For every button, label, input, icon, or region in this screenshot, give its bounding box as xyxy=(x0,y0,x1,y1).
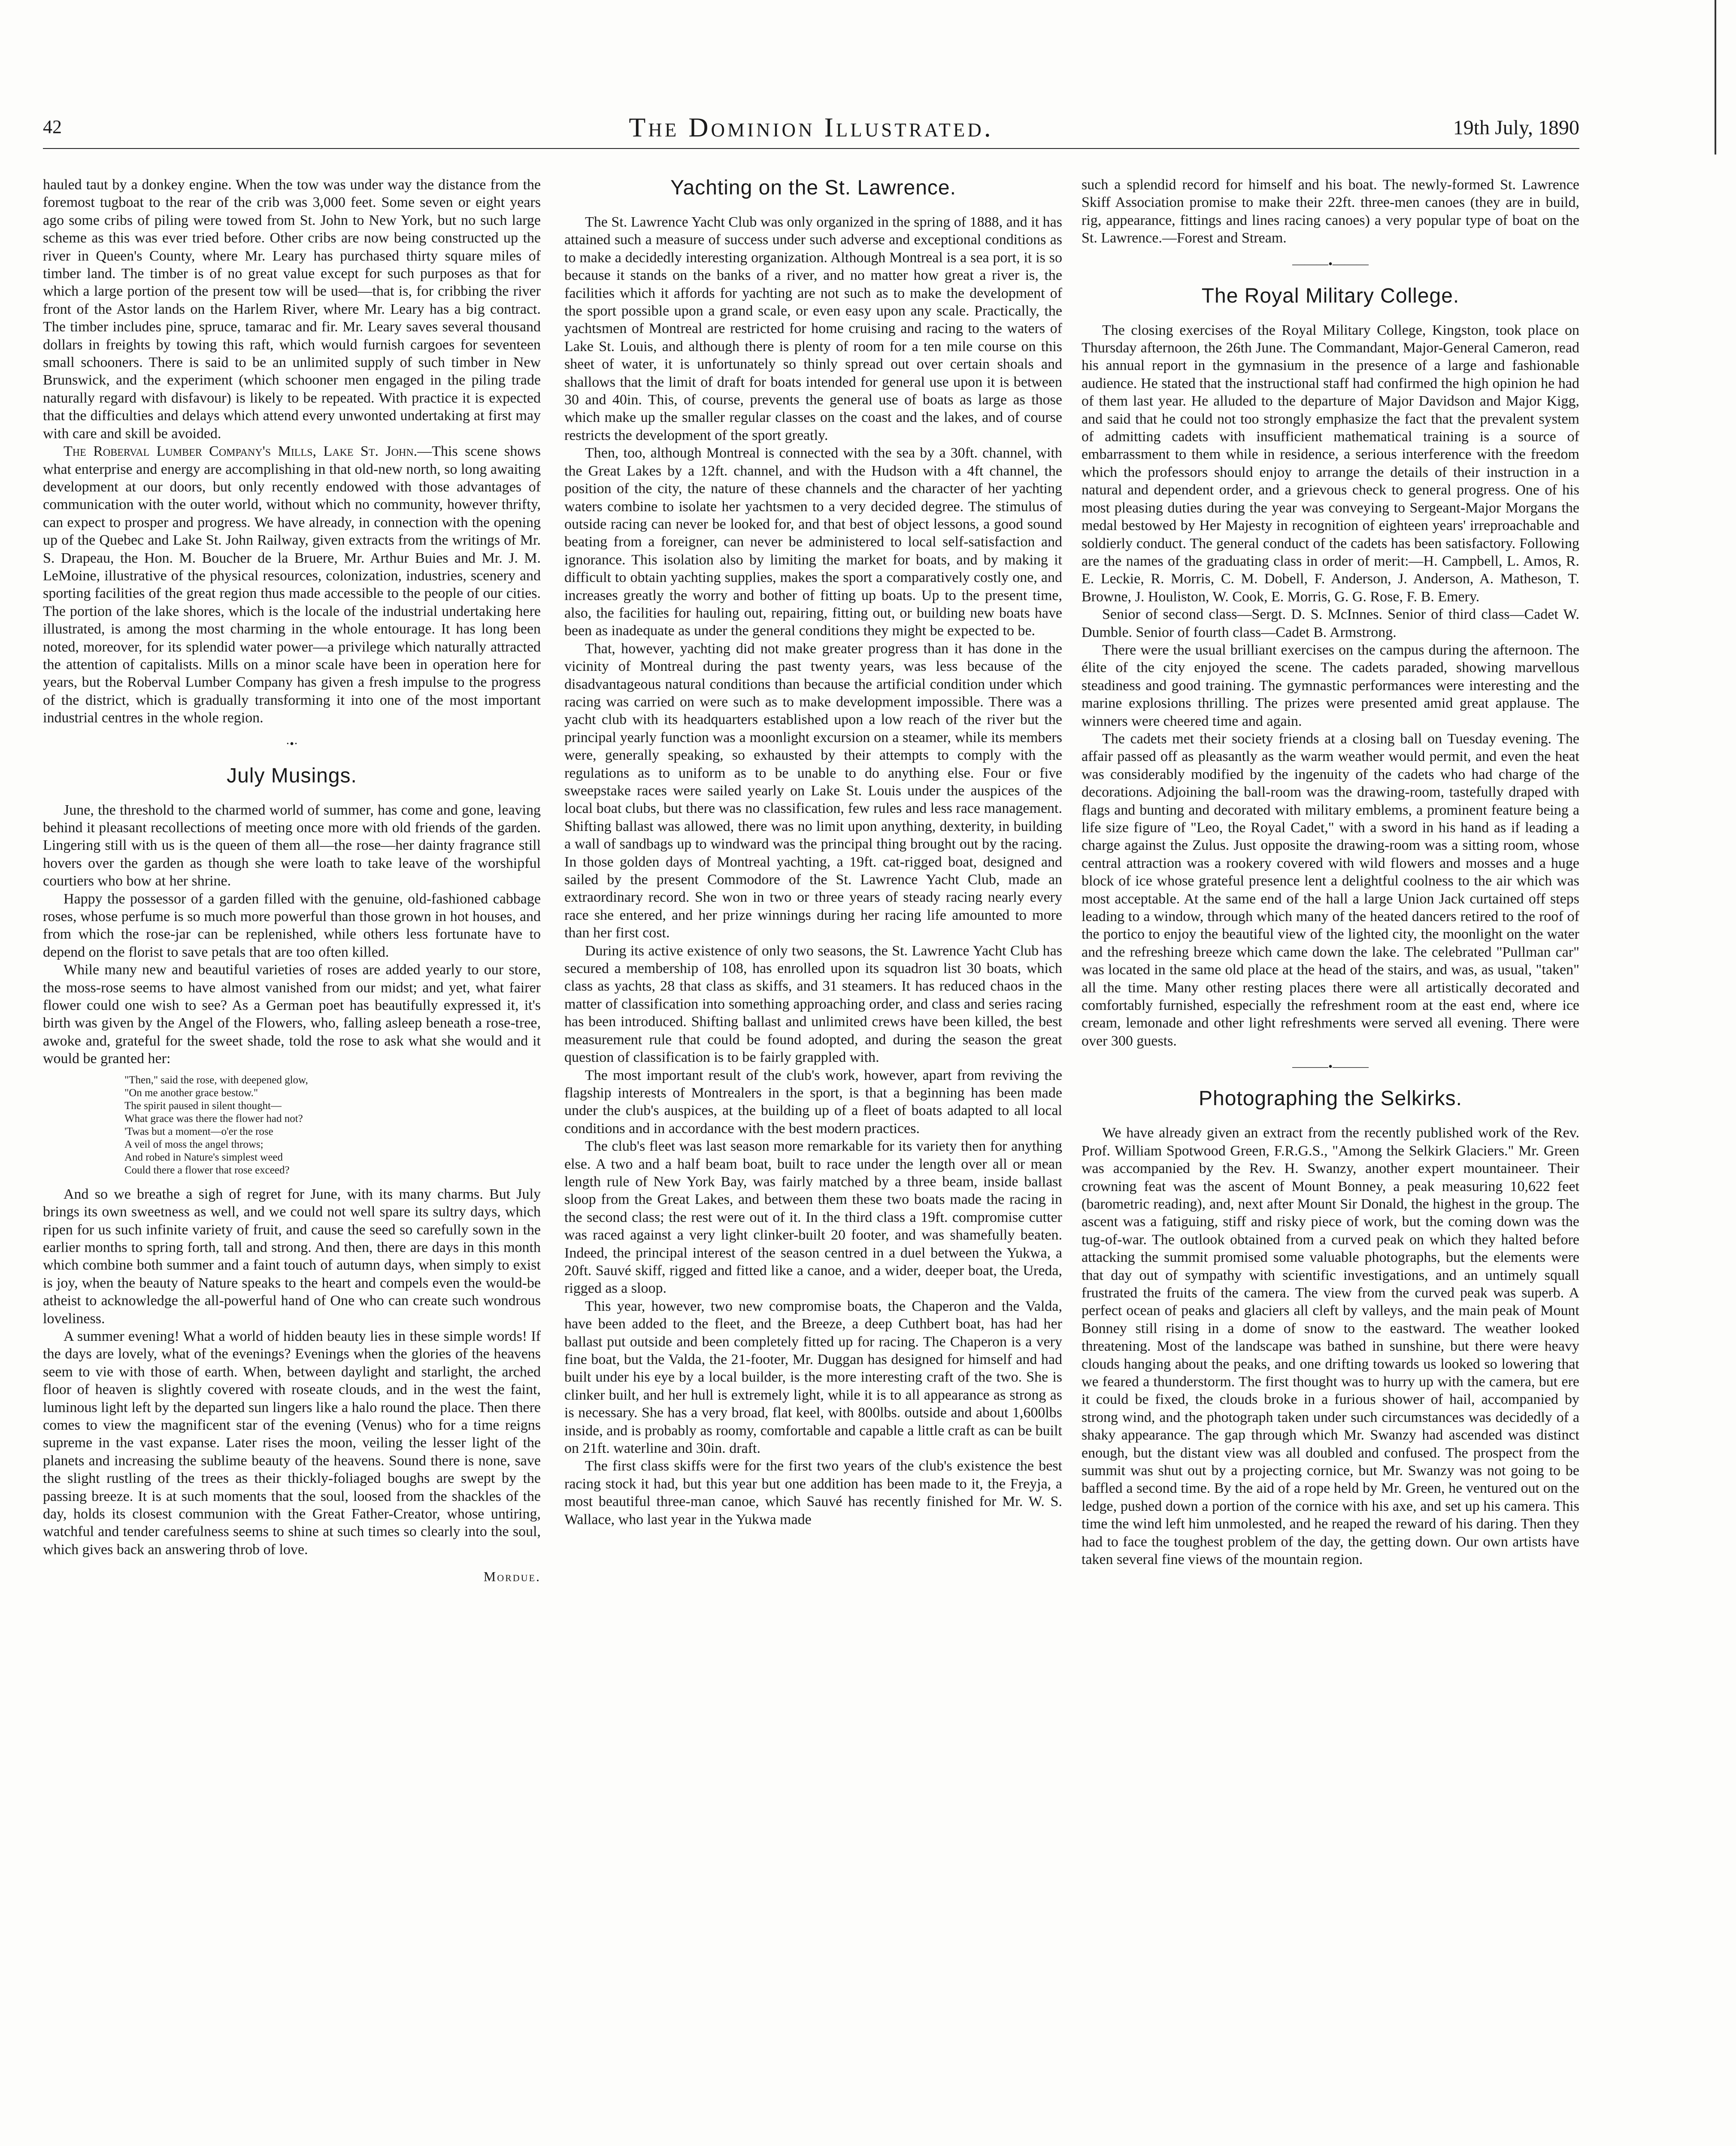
paragraph: June, the threshold to the charmed world of summer, has come and gone, leaving behind it pleasant recollections of meeting once more with old friends of the garden. Lingering still with us is the queen of them all—the rose—her dainty fragrance still hovers over the garden as though she were loath to take leave of the worshipful courtiers who bow at her shrine. xyxy=(43,802,541,889)
section-title-yachting: Yachting on the St. Lawrence. xyxy=(670,176,956,199)
author-signature: Mordue. xyxy=(483,1569,541,1585)
paragraph: A summer evening! What a world of hidden beauty lies in these simple words! If the days are lovely, what of the evenings? Evenings when the glories of the heavens seem to vie with those of earth. When, between daylight and starlight, the arched floor of heaven is slightly covered with roseate clouds, and in the west the faint, luminous light left by the departed sun lingers like a halo round the place. Then there comes to view the magnificent star of the evening (Venus) who for a time reigns supreme in the vast expanse. Later rises the moon, veiling the lesser light of the planets and increasing the sublime beauty of the heavens. Sound there is none, save the slight rustling of the trees as their thickly-foliaged boughs are swept by the passing breeze. It is at such moments that the soul, loosed from the shackles of the day, holds its closest communion with the Great Father-Creator, whose untiring, watchful and tender carefulness seems to shine at such times so clearly into the soul, which gives back an answering throb of love. xyxy=(43,1328,541,1558)
paragraph: hauled taut by a donkey engine. When the tow was under way the distance from the foremost tugboat to the rear of the crib was 3,000 feet. Some seven or eight years ago some cribs of piling were towed from St. John to New York, but no such large scheme as this was ever tried before. Other cribs are now being constructed up the river in Queen's County, where Mr. Leary has purchased thirty square miles of timber land. The timber is of no great value except for such purposes as that for which a large portion of the present tow will be used—that is, for cribbing the river front of the Astor lands on the Harlem River, where Mr. Leary has a big contract. The timber includes pine, spruce, tamarac and fir. Mr. Leary saves several thousand dollars in freights by towing this raft, which would furnish cargoes for seventeen small schooners. There is said to be an unlimited supply of such timber in New Brunswick, and the experiment (which schooner men engaged in the piling trade naturally regard with disfavour) is likely to be repeated. With practice it is expected that the difficulties and delays which attend every unwonted undertaking at first may with care and skill be avoided. xyxy=(43,177,541,442)
paragraph: There were the usual brilliant exercises on the campus during the afternoon. The élite of the city enjoyed the scene. The cadets paraded, showing marvellous steadiness and good training. The gymnastic performances were interesting and the marine explosions thrilling. The prizes were presented amid great applause. The winners were cheered time and again. xyxy=(1082,642,1579,729)
poem xyxy=(124,1074,541,1177)
section-title-july-musings: July Musings. xyxy=(227,764,357,787)
paragraph: The St. Lawrence Yacht Club was only organized in the spring of 1888, and it has attained such a measure of success under such adverse and exceptional conditions as to make a decidedly interesting organization. Although Montreal is a sea port, it is so because it stands on the banks of a river, and no matter how great a river is, the facilities which it affords for yachting are not such as to make the development of the sport possible upon a grand scale, or even easy upon any scale. Practically, the yachtsmen of Montreal are restricted for home cruising and racing to the waters of Lake St. Louis, and although there is plenty of room for a ten mile course on this sheet of water, it is unfortunately so thinly spread out over certain shoals and shallows that the limit of draft for boats intended for general use upon it is between 30 and 40in. This, of course, prevents the general use of boats as large as those which make up the smaller regular classes on the coast and the lakes, and of course restricts the development of the sport greatly. xyxy=(564,214,1062,443)
column-3 xyxy=(1082,176,1579,1568)
masthead: The Dominion Illustrated. xyxy=(629,112,994,142)
paragraph: Senior of second class—Sergt. D. S. McInnes. Senior of third class—Cadet W. Dumble. Senior of fourth class—Cadet B. Armstrong. xyxy=(1082,606,1579,640)
illustration-caption: The Roberval Lumber Company's Mills, Lake St. John. xyxy=(64,443,418,460)
paragraph: Then, too, although Montreal is connected with the sea by a 30ft. channel, with the Great Lakes by a 12ft. channel, and with the Hudson with a 4ft channel, the position of the city, the nature of these channels and the character of her yachting waters combine to isolate her yachtsmen to a very decided degree. The stimulus of outside racing can never be looked for, and that best of object lessons, a good sound beating from a foreigner, can never be administered to local self-satisfaction and ignorance. This isolation also by limiting the market for boats, and by making it difficult to obtain yachting supplies, makes the sport a comparatively costly one, and increases greatly the worry and bother of fitting up boats. Up to the present time, also, the facilities for hauling out, repairing, fitting out, or building new boats have been as inadequate as under the general conditions they might be expected to be. xyxy=(564,445,1062,639)
paragraph: The club's fleet was last season more remarkable for its variety then for anything else. A two and a half beam boat, built to race under the length over all or mean length rule of New York Bay, was fairly matched by a three beam, inside ballast sloop from the Great Lakes, and between them these two boats made the racing in the second class; the rest were out of it. In the third class a 19ft. compromise cutter was raced against a very light clinker-built 20 footer, and was shamefully beaten. Indeed, the principal interest of the season centred in a duel between the Yukwa, a 20ft. Sauvé skiff, rigged and fitted like a canoe, and a wider, deeper boat, the Ureda, rigged as a sloop. xyxy=(564,1138,1062,1297)
paragraph: This year, however, two new compromise boats, the Chaperon and the Valda, have been added to the fleet, and the Breeze, a deep Cuthbert boat, has had her ballast put outside and been completely fitted up for racing. The Chaperon is a very fine boat, but the Valda, the 21-footer, Mr. Duggan has designed for himself and had built under his eye by a local builder, is the more interesting craft of the two. She is clinker built, and her hull is extremely light, while it is to all appearance as strong as is necessary. She has a very broad, flat keel, with 800lbs. outside and about 1,600lbs inside, and is probably as roomy, comfortable and capable a little craft as can be built on 21ft. waterline and 30in. draft. xyxy=(564,1298,1063,1457)
column-2 xyxy=(564,176,1062,1528)
column-1 xyxy=(43,176,541,1585)
paragraph: The cadets met their society friends at a closing ball on Tuesday evening. The affair passed off as pleasantly as the warm weather would permit, and even the heat was considerably modified by the ingenuity of the cadets who had charge of the decorations. Adjoining the ball-room was the drawing-room, tastefully draped with flags and bunting and decorated with military emblems, a prominent feature being a life size figure of "Leo, the Royal Cadet," with a sword in his hand as if leading a charge against the Zulus. Just opposite the drawing-room was a sitting room, whose central attraction was a rookery covered with wild flowers and mosses and a huge block of ice whose grateful presence lent a delightful coolness to the air which was most acceptable. At the same end of the hall a large Union Jack curtained off steps leading to a window, through which many of the heated dancers retired to the roof of the portico to enjoy the beautiful view of the lighted city, the moonlight on the water and the refreshing breeze which came down the lake. The celebrated "Pullman car" was located in the same old place at the head of the stairs, and was, as usual, "taken" all the time. Many other resting places there were all artistically decorated and comfortably furnished, especially the refreshment room at the east end, where ice cream, lemonade and other light refreshments were served all evening. There were over 300 guests. xyxy=(1082,730,1579,1049)
poem-line: And robed in Nature's simplest weed xyxy=(124,1151,283,1163)
section-title-photographing-selkirks: Photographing the Selkirks. xyxy=(1198,1087,1462,1110)
page-header xyxy=(43,112,1579,150)
section-ornament: ———•——— xyxy=(1292,1060,1369,1074)
issue-date: 19th July, 1890 xyxy=(1453,116,1579,139)
header-rule xyxy=(43,148,1579,149)
section-title-royal-military-college: The Royal Military College. xyxy=(1201,284,1460,307)
paragraph: such a splendid record for himself and his boat. The newly-formed St. Lawrence Skiff Association promise to make their 22ft. three-men canoes (they are in build, rig, appearance, fittings and lines racing canoes) a very popular type of boat on the St. Lawrence.—Forest and Stream. xyxy=(1082,177,1579,246)
paragraph xyxy=(43,443,541,727)
section-ornament: ———•——— xyxy=(1292,257,1369,271)
poem-line: "Then," said the rose, with deepened glow, xyxy=(124,1074,308,1086)
paragraph-text: —This scene shows what enterprise and energy are accomplishing in that old-new north, so long awaiting development at our doors, but only recently endowed with those advantages of communication with the outer world, without which no community, however thrifty, can expect to prosper and progress. We have already, in connection with the opening up of the Quebec and Lake St. John Railway, given extracts from the writings of Mr. S. Drapeau, the Hon. M. Boucher de la Bruere, Mr. Arthur Buies and Mr. J. M. LeMoine, illustrative of the physical resources, colonization, industries, scenery and sporting facilities of the great region thus made accessible to the people of our cities. The portion of the lake shores, which is the locale of the industrial undertaking here illustrated, is among the most charming in the whole entourage. It has long been noted, moreover, for its splendid water power—a privilege which naturally attracted the attention of capitalists. Mills on a minor scale have been in operation here for years, but the Roberval Lumber Company has given a fresh impulse to the progress of the district, which is gradually transforming it into one of the most important industrial centres in the whole region. xyxy=(43,443,541,726)
paragraph: That, however, yachting did not make greater progress than it has done in the vicinity of Montreal during the past twenty years, was less because of the disadvantageous natural conditions than because the artificial condition under which racing was carried on were such as to make development impossible. There was a yacht club with its headquarters established upon a low reach of the river but the principal yearly function was a moonlight excursion on a steamer, while its members were, generally speaking, so exhausted by their attempts to comply with the regulations as to uniform as to be unable to do anything else. Four or five sweepstake races were sailed yearly on Lake St. Louis under the auspices of the local boat clubs, but there was no classification, few rules and less race management. Shifting ballast was allowed, there was no limit upon anything, dexterity, in building a wall of sandbags up to windward was the principal thing brought out by the racing. In those golden days of Montreal yachting, a 19ft. cat-rigged boat, designed and sailed by the present Commodore of the St. Lawrence Yacht Club, made an extraordinary record. She won in two or three years of steady racing nearly every race she entered, and her prize winnings during her racing life amounted to more than her first cost. xyxy=(564,640,1062,941)
paragraph: The first class skiffs were for the first two years of the club's existence the best racing stock it had, but this year but one addition has been made to it, the Freyja, a most beautiful three-man canoe, which Sauvé has recently finished for Mr. W. S. Wallace, who last year in the Yukwa made xyxy=(564,1458,1062,1528)
poem-line: The spirit paused in silent thought— xyxy=(124,1100,282,1112)
poem-line: 'Twas but a moment—o'er the rose xyxy=(124,1125,273,1137)
poem-line: A veil of moss the angel throws; xyxy=(124,1138,264,1150)
page-edge-line xyxy=(1715,0,1716,155)
poem-line: Could there a flower that rose exceed? xyxy=(124,1164,290,1176)
page-number: 42 xyxy=(43,116,62,137)
section-ornament: ·•· xyxy=(285,737,298,751)
paragraph: During its active existence of only two seasons, the St. Lawrence Yacht Club has secured a membership of 108, has enrolled upon its squadron list 30 boats, which class as yachts, 28 that class as skiffs, and 31 steamers. It has reduced chaos in the matter of classification into something approaching order, and class and series racing has been introduced. Shifting ballast and unlimited crews have been killed, the best measurement rule that could be found adopted, and during the season the great question of classification is to be fairly grappled with. xyxy=(564,943,1062,1066)
paragraph: And so we breathe a sigh of regret for June, with its many charms. But July brings its own sweetness as well, and we could not well spare its sultry days, which ripen for us such infinite variety of fruit, and cause the seed so carefully sown in the earlier months to spring forth, tall and strong. And then, there are days in this month which combine both summer and a faint touch of autumn days, when simply to exist is joy, when the beauty of Nature speaks to the heart and compels even the would-be atheist to acknowledge the all-powerful hand of One who can create such wondrous loveliness. xyxy=(43,1186,541,1327)
paragraph: The most important result of the club's work, however, apart from reviving the flagship interests of Montrealers in the sport, is that a beginning has been made under the club's auspices, at the building up of a fleet of boats adapted to all local conditions and in accordance with the best modern practices. xyxy=(564,1067,1062,1137)
poem-line: "On me another grace bestow." xyxy=(124,1087,258,1099)
paragraph: The closing exercises of the Royal Military College, Kingston, took place on Thursday afternoon, the 26th June. The Commandant, Major-General Cameron, read his annual report in the gymnasium in the presence of a large and fashionable audience. He stated that the instructional staff had confirmed the high opinion he had of them last year. He alluded to the departure of Major Davidson and Major Kigg, and said that he could not too strongly emphasize the fact that the prevalent system of admitting cadets with insufficient mathematical training is a source of embarrassment to them while in residence, a serious interference with the freedom which the professors should enjoy to arrange the details of their instruction in a natural and dependent order, and a grievous check to general progress. One of his most pleasing duties during the year was conveying to Sergeant-Major Morgans the medal bestowed by Her Majesty in recognition of eighteen years' irreproachable and soldierly conduct. The general conduct of the cadets has been satisfactory. Following are the names of the graduating class in order of merit:—H. Campbell, L. Amos, R. E. Leckie, R. Morris, C. M. Dobell, F. Anderson, J. Anderson, A. Matheson, T. Browne, J. Houliston, W. Cook, E. Morris, G. G. Rose, F. B. Emery. xyxy=(1082,322,1579,605)
poem-line: What grace was there the flower had not? xyxy=(124,1112,303,1125)
paragraph: Happy the possessor of a garden filled with the genuine, old-fashioned cabbage roses, whose perfume is so much more powerful than those grown in hot houses, and from which the rose-jar can be replenished, while others less fortunate have to depend on the florist to save petals that are too often killed. xyxy=(43,891,541,960)
paragraph: While many new and beautiful varieties of roses are added yearly to our store, the moss-rose seems to have almost vanished from our midst; and yet, what fairer flower could one wish to see? As a German poet has beautifully expressed it, it's birth was given by the Angel of the Flowers, who, falling asleep beneath a rose-tree, awoke and, grateful for the sweet shade, told the rose to ask what she would and it would be granted her: xyxy=(43,962,541,1067)
paragraph: We have already given an extract from the recently published work of the Rev. Prof. William Spotwood Green, F.R.G.S., "Among the Selkirk Glaciers." Mr. Green was accompanied by the Rev. H. Swanzy, another expert mountaineer. Their crowning feat was the ascent of Mount Bonney, a peak measuring 10,622 feet (barometric reading), and, next after Mount Sir Donald, the highest in the group. The ascent was a fatiguing, stiff and risky piece of work, but the coming down was the tug-of-war. The outlook obtained from a curved peak on which they halted before attacking the summit promised some valuable photographs, but the elements were that day out of sympathy with scientific investigations, and an untimely squall frustrated the fruits of the camera. The view from the curved peak was superb. A perfect ocean of peaks and glaciers all cleft by valleys, and the main peak of Mount Bonney still rising in a dome of snow to the eastward. The weather looked threatening. Most of the landscape was bathed in sunshine, but there were heavy clouds hanging about the peaks, and one drifting towards us looked so lowering that we feared a thunderstorm. The first thought was to hurry up with the camera, but ere it could be fixed, the clouds broke in a furious shower of hail, accompanied by strong wind, and the photograph taken under such circumstances was decidedly of a shaky appearance. The gap through which Mr. Swanzy had ascended was distinct enough, but the distant view was all doubled and confused. The prospect from the summit was shut out by a projecting cornice, but Mr. Swanzy was not going to be baffled a second time. By the aid of a rope held by Mr. Green, he ventured out on the ledge, pushed down a portion of the cornice with his axe, and set up his camera. This time the wind left him unmolested, and he reaped the reward of his daring. Then they had to face the toughest problem of the day, the getting down. Our own artists have taken several fine views of the mountain region. xyxy=(1082,1125,1579,1568)
